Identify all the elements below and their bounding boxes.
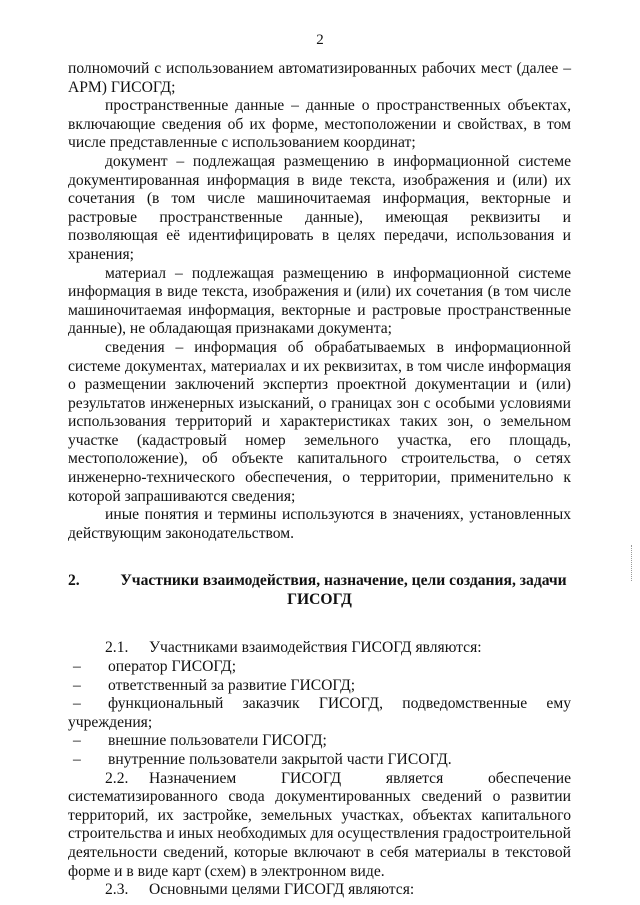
section-title-line2: ГИСОГД	[287, 591, 352, 609]
list-item	[68, 677, 571, 696]
clause-2-3	[68, 881, 571, 900]
list-item	[68, 695, 571, 732]
list-dash: –	[73, 695, 81, 713]
clause-number: 2.2.	[105, 769, 129, 787]
list-item-text: внутренние пользователи закрытой части ГИСОГД.	[108, 751, 452, 768]
clause-number: 2.1.	[105, 639, 129, 657]
list-item-text: оператор ГИСОГД;	[108, 658, 237, 676]
list-item	[68, 751, 571, 770]
list-item-text: ответственный за развитие ГИСОГД;	[108, 676, 356, 694]
section-title-line1: Участники взаимодействия, назначение, цели создания, задачи	[120, 572, 567, 590]
clause-number: 2.3.	[105, 881, 129, 899]
scan-edge-mark	[631, 545, 634, 581]
list-item	[68, 658, 571, 677]
clause-text: Основными целями ГИСОГД являются:	[149, 881, 415, 899]
clause-2-1	[68, 639, 571, 658]
page-number: 2	[316, 32, 324, 48]
definition-information: сведения – информация об обрабатываемых в информационной системе документах, материалах и их реквизитах, в том числе информация о размещении заключений экспертиз проектной документации и (или) результатов инженерных изысканий, о границах зон с особыми условиями использования территорий и характеристиках таких зон, о земельном участке (кадастровый номер земельного участка, его площадь, местоположение), об объекте капитального строительства, о сетях инженерно-технического обеспечения, о территории, применительно к которой запрашиваются сведения;	[68, 338, 571, 505]
clause-text: Назначением ГИСОГД является обеспечение систематизированного свода документированных сведений о развитии территорий, их застройке, земельных участках, объектах капитального строительства и иных необходимых для осуществления градостроительной деятельности сведений, которые включают в себя материалы в текстовой форме и в виде карт (схем) в электронном виде.	[68, 769, 571, 880]
clause-text: Участниками взаимодействия ГИСОГД являются:	[149, 639, 482, 657]
definition-material: материал – подлежащая размещению в информационной системе информация в виде текста, изображения и (или) их сочетания (в том числе машиночитаемая информация, векторные и растровые пространственные данные), не обладающая признаками документа;	[68, 264, 571, 338]
list-dash: –	[73, 676, 81, 694]
list-dash: –	[73, 732, 81, 750]
list-item-text: внешние пользователи ГИСОГД;	[108, 732, 327, 750]
section-number: 2.	[68, 572, 80, 590]
list-item-text: функциональный заказчик ГИСОГД, подведомственные ему учреждения;	[68, 695, 571, 731]
clause-2-2	[68, 770, 571, 882]
list-dash: –	[73, 751, 81, 768]
list-item	[68, 732, 571, 751]
document-body	[68, 60, 571, 900]
definition-document: документ – подлежащая размещению в информационной системе документированная информация в виде текста, изображения и (или) их сочетания (в том числе машиночитаемая информация, векторные и растровые пространственные данные), имеющая реквизиты и позволяющая её идентифицировать в целях передачи, использования и хранения;	[68, 152, 571, 263]
definition-other-terms: иные понятия и термины используются в значениях, установленных действующим законодательством.	[68, 506, 571, 542]
list-dash: –	[73, 658, 81, 676]
definition-spatial-data: пространственные данные – данные о пространственных объектах, включающие сведения об их форме, местоположении и свойствах, в том числе представленные с использованием координат;	[68, 97, 571, 152]
section-heading	[68, 571, 571, 609]
paragraph-continuation: полномочий с использованием автоматизированных рабочих мест (далее – АРМ) ГИСОГД;	[68, 60, 571, 96]
